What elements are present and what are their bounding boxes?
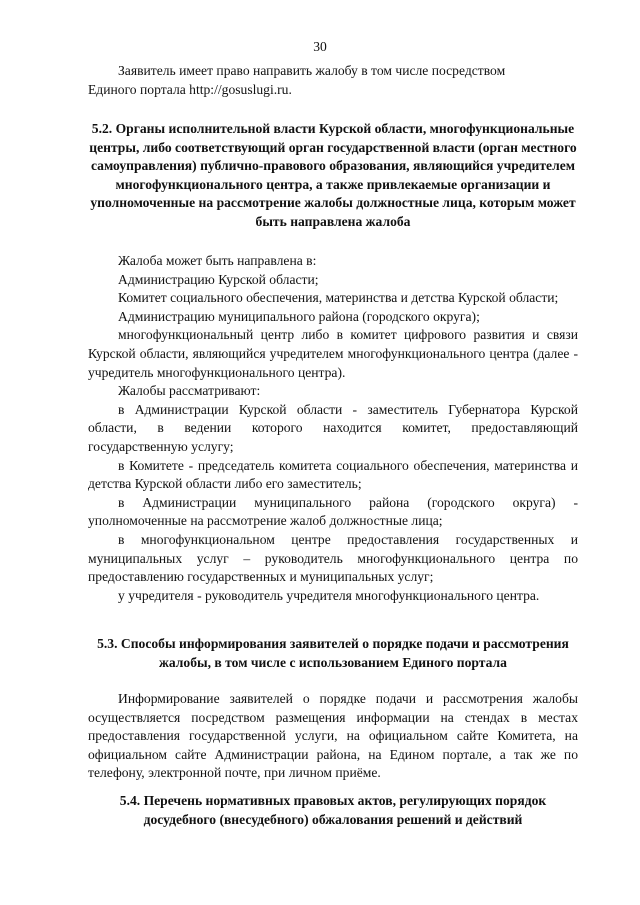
list-item: у учредителя - руководитель учредителя многофункционального центра. xyxy=(118,587,540,603)
list-item: многофункциональный центр либо в комитет цифрового развития и связи Курской области, являющийся учредителем многофункционального центра (далее - учредитель многофункционального центра). xyxy=(88,327,578,380)
list-item: в Комитете - председатель комитета социального обеспечения, материнства и детства Курской области либо его заместитель; xyxy=(88,457,578,492)
list-item: в многофункциональном центре предоставления государственных и муниципальных услуг – руководитель многофункционального центра по предоставлению государственных и муниципальных услуг; xyxy=(88,531,578,585)
list-item: в Администрации муниципального района (городского округа) - уполномоченные на рассмотрение жалоб должностные лица; xyxy=(88,494,578,529)
list-item: Администрацию Курской области; xyxy=(118,271,319,287)
section-5-3-heading: 5.3. Способы информирования заявителей о порядке подачи и рассмотрения жалобы, в том числе с использованием Единого портала xyxy=(97,636,569,670)
intro-paragraph xyxy=(88,62,578,99)
section-5-3-body xyxy=(88,690,578,783)
section-5-2-heading: 5.2. Органы исполнительной власти Курской области, многофункциональные центры, либо соответствующий орган государственной власти (орган местного самоуправления) публично-правового образования, являющийся учредителем многофункционального центра, а также привлекаемые организации и уполномоченные на рассмотрение жалобы должностные лица, которым может быть направлена жалоба xyxy=(89,121,577,229)
intro-line-1: Заявитель имеет право направить жалобу в том числе посредством xyxy=(118,63,506,78)
section-5-3-paragraph: Информирование заявителей о порядке подачи и рассмотрения жалобы осуществляется посредством размещения информации на стендах в местах предоставления государственной услуги, на официальном сайте Комитета, на официальном сайте Администрации района, на Едином портале, а так же по телефону, электронной почте, при личном приёме. xyxy=(88,691,578,781)
intro-line-2: Единого портала http://gosuslugi.ru. xyxy=(88,81,292,97)
list-item: Администрацию муниципального района (городского округа); xyxy=(118,308,480,324)
list-item: Жалобы рассматривают: xyxy=(118,383,261,399)
list-item: Комитет социального обеспечения, материнства и детства Курской области; xyxy=(118,290,559,306)
list-item: Жалоба может быть направлена в: xyxy=(118,253,317,268)
section-5-4-heading: 5.4. Перечень нормативных правовых актов, регулирующих порядок досудебного (внесудебного) обжалования решений и действий xyxy=(119,793,547,827)
section-5-2-body xyxy=(88,252,578,605)
list-item: в Администрации Курской области - заместитель Губернатора Курской области, в ведении которого находится комитет, предоставляющий государственную услугу; xyxy=(88,401,578,454)
page-number: 30 xyxy=(313,39,327,54)
